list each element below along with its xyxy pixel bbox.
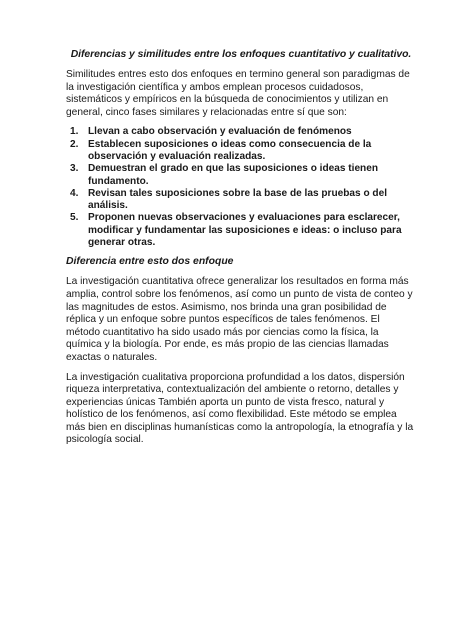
list-item-number: 2.: [70, 138, 79, 150]
list-item: [66, 163, 416, 188]
document-title: Diferencias y similitudes entre los enfoques cuantitativo y cualitativo.: [70, 49, 412, 60]
similarities-list: [66, 126, 416, 249]
list-item-number: 5.: [70, 212, 79, 224]
list-item-text: Proponen nuevas observaciones y evaluaciones para esclarecer, modificar y fundamentar las suposiciones e ideas: o incluso para generar otras.: [88, 212, 402, 249]
intro-paragraph: Similitudes entres esto dos enfoques en termino general son paradigmas de la investigación científica y ambos emplean procesos cuidadosos, sistemáticos y empíricos en la búsqueda de conocimientos y utilizan en general, cinco fases similares y relacionadas entre sí que son:: [66, 69, 410, 118]
quantitative-paragraph: La investigación cuantitativa ofrece generalizar los resultados en forma más amplia, control sobre los fenómenos, así como un punto de vista de conteo y las magnitudes de estos. Asimismo, nos brinda una gran posibilidad de réplica y un enfoque sobre puntos específicos de tales fenómenos. El método cuantitativo ha sido usado más por ciencias como la física, la química y la biología. Por ende, es más propio de las ciencias llamadas exactas o naturales.: [66, 276, 413, 363]
qualitative-paragraph: La investigación cualitativa proporciona profundidad a los datos, dispersión riqueza interpretativa, contextualización del ambiente o retorno, detalles y experiencias únicas También aporta un punto de vista fresco, natural y holístico de los fenómenos, así como flexibilidad. Este método se emplea más bien en disciplinas humanísticas como la antropología, la etnografía y la psicología social.: [66, 371, 414, 446]
list-item-number: 3.: [70, 163, 79, 175]
list-item: [66, 212, 416, 249]
list-item-text: Establecen suposiciones o ideas como consecuencia de la observación y evaluación realizadas.: [88, 138, 372, 162]
differences-heading: Diferencia entre esto dos enfoque: [66, 256, 234, 268]
list-item-text: Demuestran el grado en que las suposiciones o ideas tienen fundamento.: [88, 163, 378, 187]
list-item-number: 1.: [70, 126, 79, 138]
list-item-number: 4.: [70, 187, 79, 199]
list-item: [66, 188, 416, 213]
list-item: [66, 126, 416, 138]
list-item-text: Revisan tales suposiciones sobre la base de las pruebas o del análisis.: [88, 187, 388, 212]
list-item: [66, 139, 416, 164]
list-item-text: Llevan a cabo observación y evaluación de fenómenos: [88, 126, 352, 138]
